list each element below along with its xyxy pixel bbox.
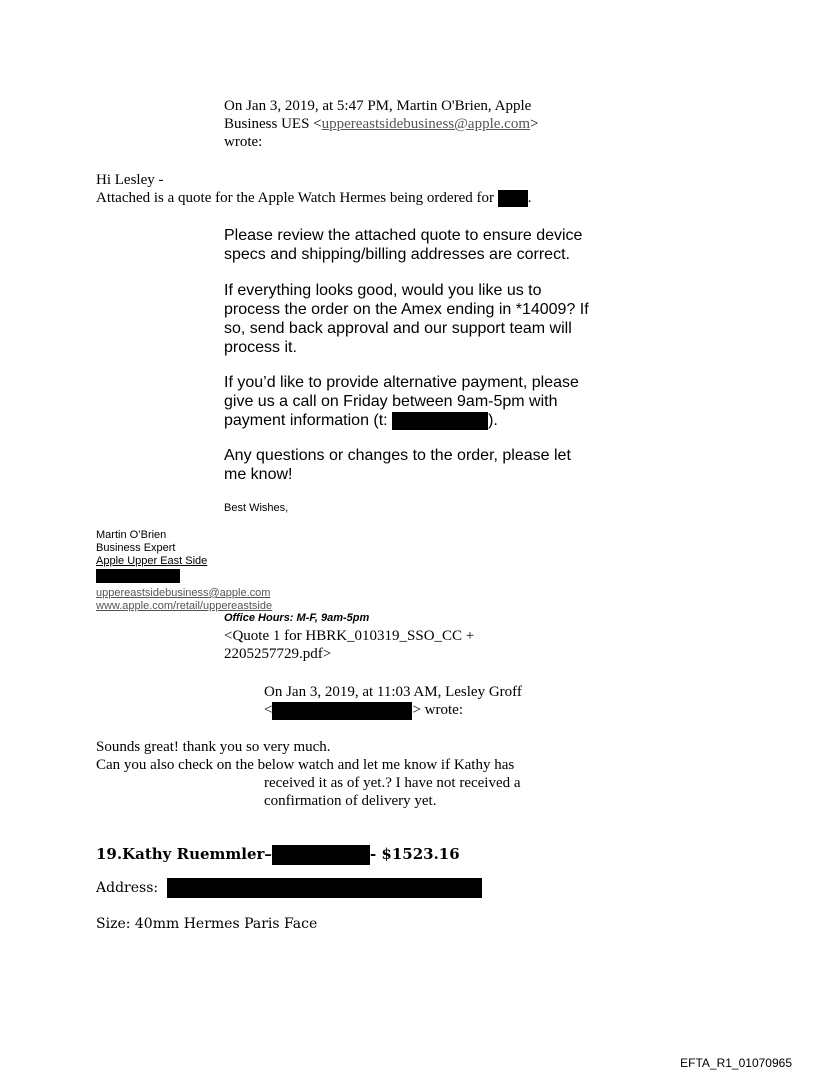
body-line: Any questions or changes to the order, please let (224, 447, 571, 464)
forward-line (224, 115, 644, 133)
redaction-bar (498, 190, 528, 207)
forwarded-header (224, 97, 644, 151)
reply-line: Can you also check on the below watch and let me know if Kathy has (96, 757, 515, 773)
signature-title: Business Expert (96, 542, 176, 554)
closing: Best Wishes, (224, 502, 289, 514)
sender-suffix: > (530, 116, 539, 132)
greeting-line (96, 189, 696, 207)
redaction-bar (272, 702, 412, 720)
reply-prefix: < (264, 702, 273, 718)
reply-body (96, 738, 656, 810)
order-name: 19.Kathy Ruemmler– (96, 845, 272, 863)
signature-block (96, 529, 416, 613)
attachment-line: <Quote 1 for HBRK_010319_SSO_CC + (224, 628, 475, 644)
body-line: If everything looks good, would you like us to (224, 282, 542, 299)
signature-name: Martin O’Brien (96, 529, 167, 541)
message-body (224, 281, 644, 357)
signature-url-link[interactable]: www.apple.com/retail/uppereastside (96, 600, 273, 612)
redaction-bar (167, 878, 482, 898)
reply-header (264, 683, 684, 720)
body-line (224, 411, 644, 430)
sender-email-link[interactable]: uppereastsidebusiness@apple.com (321, 116, 530, 132)
forward-line: wrote: (224, 134, 263, 150)
payment-suffix: ). (488, 412, 498, 429)
reply-header-line: On Jan 3, 2019, at 11:03 AM, Lesley Groff (264, 684, 522, 700)
signature-redacted-row (96, 569, 416, 583)
address-label: Address: (96, 880, 159, 896)
body-line: process the order on the Amex ending in *14009? If (224, 301, 589, 318)
signature-email-link[interactable]: uppereastsidebusiness@apple.com (96, 587, 271, 599)
greeting-period: . (527, 190, 532, 206)
reply-line: Sounds great! thank you so very much. (96, 739, 331, 755)
body-line: give us a call on Friday between 9am-5pm with (224, 393, 558, 410)
order-heading (96, 844, 460, 865)
redaction-bar (96, 569, 180, 583)
document-id: EFTA_R1_01070965 (680, 1056, 792, 1070)
message-body (224, 446, 644, 484)
body-line: Please review the attached quote to ensure device (224, 227, 583, 244)
body-line: so, send back approval and our support team will (224, 320, 572, 337)
attachment[interactable] (224, 627, 644, 663)
office-hours: Office Hours: M-F, 9am-5pm (224, 612, 370, 624)
reply-header-line (264, 701, 684, 720)
attachment-line: 2205257729.pdf> (224, 646, 332, 662)
order-address (96, 878, 482, 898)
redaction-bar (272, 845, 370, 865)
signature-store: Apple Upper East Side (96, 555, 208, 567)
body-line: process it. (224, 339, 297, 356)
reply-suffix: > wrote: (412, 702, 463, 718)
reply-line: received it as of yet.? I have not received a (264, 775, 521, 791)
body-line: specs and shipping/billing addresses are correct. (224, 246, 570, 263)
greeting (96, 171, 696, 207)
reply-line: confirmation of delivery yet. (264, 793, 437, 809)
greeting-line: Hi Lesley - (96, 172, 164, 188)
body-line: me know! (224, 466, 293, 483)
body-line: If you’d like to provide alternative payment, please (224, 374, 579, 391)
message-body (224, 373, 644, 430)
sender-prefix: Business UES < (224, 116, 322, 132)
greeting-text: Attached is a quote for the Apple Watch Hermes being ordered for (96, 190, 494, 206)
payment-text: payment information (t: (224, 412, 388, 429)
order-size: Size: 40mm Hermes Paris Face (96, 916, 318, 932)
forward-line: On Jan 3, 2019, at 5:47 PM, Martin O'Brien, Apple (224, 98, 532, 114)
order-price: - $1523.16 (369, 845, 460, 863)
message-body (224, 226, 644, 264)
redaction-bar (392, 412, 488, 430)
